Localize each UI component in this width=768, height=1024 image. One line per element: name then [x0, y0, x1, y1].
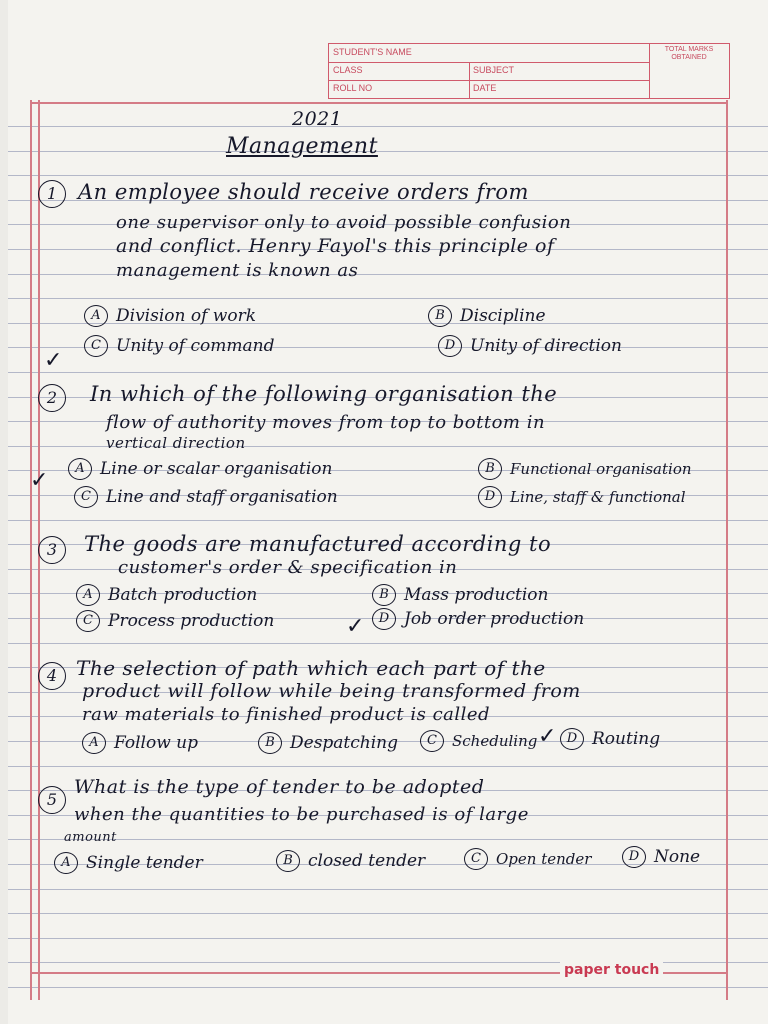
answer-tick-mark: ✓: [346, 614, 365, 639]
option-text: Functional organisation: [510, 460, 692, 478]
option-5a: [54, 852, 203, 874]
option-3d: [372, 608, 584, 630]
option-text: Discipline: [460, 306, 546, 326]
option-letter: A: [76, 584, 100, 606]
ruled-line: [8, 938, 768, 939]
option-4a: [82, 732, 198, 754]
option-2a: [68, 458, 332, 480]
option-4c: [420, 730, 537, 752]
ruled-line: [8, 520, 768, 521]
answer-tick-mark: ✓: [538, 724, 557, 749]
question-number-4: 4: [38, 662, 66, 690]
option-1c: [84, 335, 274, 357]
question-4-line-2: product will follow while being transformed from: [82, 680, 581, 702]
option-text: Process production: [108, 611, 275, 631]
ruled-line: [8, 126, 768, 127]
question-3-line-2: customer's order & specification in: [118, 557, 458, 578]
option-3b: [372, 584, 548, 606]
answer-tick-mark: ✓: [44, 348, 63, 373]
option-text: Mass production: [404, 585, 549, 605]
option-2c: [74, 486, 338, 508]
option-letter: B: [276, 850, 300, 872]
student-name-label: STUDENT'S NAME: [333, 47, 412, 57]
question-number-3: 3: [38, 536, 66, 564]
option-letter: C: [464, 848, 488, 870]
option-5d: [622, 846, 700, 868]
option-letter: C: [76, 610, 100, 632]
top-margin-line: [30, 102, 728, 104]
option-5c: [464, 848, 591, 870]
option-text: Job order production: [404, 609, 585, 629]
header-divider: [329, 80, 649, 81]
option-1a: [84, 305, 256, 327]
option-text: Despatching: [290, 733, 399, 753]
option-3c: [76, 610, 274, 632]
ruled-line: [8, 175, 768, 176]
question-5-line-3: amount: [64, 830, 117, 845]
question-1-line-3: and conflict. Henry Fayol's this principle of: [116, 235, 555, 257]
question-number-2: 2: [38, 384, 66, 412]
option-letter: A: [68, 458, 92, 480]
option-5b: [276, 850, 425, 872]
question-number-1: 1: [38, 180, 66, 208]
option-letter: D: [438, 335, 462, 357]
option-text: None: [654, 847, 701, 867]
option-letter: D: [560, 728, 584, 750]
option-text: Line, staff & functional: [510, 488, 686, 506]
header-divider: [469, 62, 470, 98]
question-2-line-3: vertical direction: [106, 434, 246, 452]
question-1-line-2: one supervisor only to avoid possible confusion: [116, 212, 572, 233]
question-number-5: 5: [38, 786, 66, 814]
option-letter: B: [428, 305, 452, 327]
option-letter: A: [82, 732, 106, 754]
option-text: Batch production: [108, 585, 258, 605]
option-letter: A: [84, 305, 108, 327]
option-letter: D: [622, 846, 646, 868]
option-3a: [76, 584, 257, 606]
ruled-line: [8, 839, 768, 840]
option-letter: C: [84, 335, 108, 357]
ruled-line: [8, 987, 768, 988]
question-1-line-4: management is known as: [116, 260, 359, 281]
header-divider: [649, 44, 650, 98]
total-marks-label: TOTAL MARKS OBTAINED: [664, 46, 714, 61]
header-divider: [329, 62, 649, 63]
option-text: Scheduling: [452, 732, 538, 750]
option-text: Line and staff organisation: [106, 487, 338, 507]
option-1b: [428, 305, 546, 327]
ruled-line: [8, 643, 768, 644]
option-letter: D: [372, 608, 396, 630]
option-text: Division of work: [116, 306, 257, 326]
question-4-line-3: raw materials to finished product is called: [82, 704, 491, 725]
option-1d: [438, 335, 622, 357]
ruled-line: [8, 298, 768, 299]
ruled-line: [8, 889, 768, 890]
option-text: Follow up: [114, 733, 198, 753]
option-letter: A: [54, 852, 78, 874]
option-text: Line or scalar organisation: [100, 459, 333, 479]
option-text: closed tender: [308, 851, 426, 871]
option-letter: B: [478, 458, 502, 480]
roll-no-label: ROLL NO: [333, 83, 373, 93]
date-label: DATE: [473, 83, 497, 93]
year-heading: 2021: [292, 108, 343, 130]
question-3-line-1: The goods are manufactured according to: [84, 532, 552, 556]
option-text: Unity of direction: [470, 336, 622, 356]
question-4-line-1: The selection of path which each part of the: [76, 656, 546, 680]
option-letter: D: [478, 486, 502, 508]
option-text: Routing: [592, 729, 661, 749]
class-label: CLASS: [333, 65, 363, 75]
option-text: Single tender: [86, 853, 203, 873]
ruled-line: [8, 372, 768, 373]
ruled-line: [8, 151, 768, 152]
option-letter: B: [372, 584, 396, 606]
left-margin-line: [30, 100, 32, 1000]
ruled-line: [8, 913, 768, 914]
option-2d: [478, 486, 686, 508]
subject-label: SUBJECT: [473, 65, 515, 75]
ruled-line: [8, 766, 768, 767]
right-margin-line: [726, 100, 728, 1000]
paper-brand-logo: paper touch: [560, 962, 663, 978]
question-2-line-1: In which of the following organisation the: [90, 382, 558, 406]
option-letter: B: [258, 732, 282, 754]
question-1-line-1: An employee should receive orders from: [78, 180, 529, 204]
option-text: Open tender: [496, 850, 592, 868]
option-letter: C: [74, 486, 98, 508]
option-2b: [478, 458, 692, 480]
option-4b: [258, 732, 398, 754]
option-letter: C: [420, 730, 444, 752]
student-info-box: [328, 43, 730, 99]
subject-heading: Management: [226, 134, 378, 159]
answer-tick-mark: ✓: [30, 468, 49, 493]
option-4d: [560, 728, 660, 750]
option-text: Unity of command: [116, 336, 275, 356]
question-5-line-1: What is the type of tender to be adopted: [74, 776, 485, 798]
question-5-line-2: when the quantities to be purchased is of large: [74, 804, 529, 825]
question-2-line-2: flow of authority moves from top to bottom in: [106, 412, 546, 433]
